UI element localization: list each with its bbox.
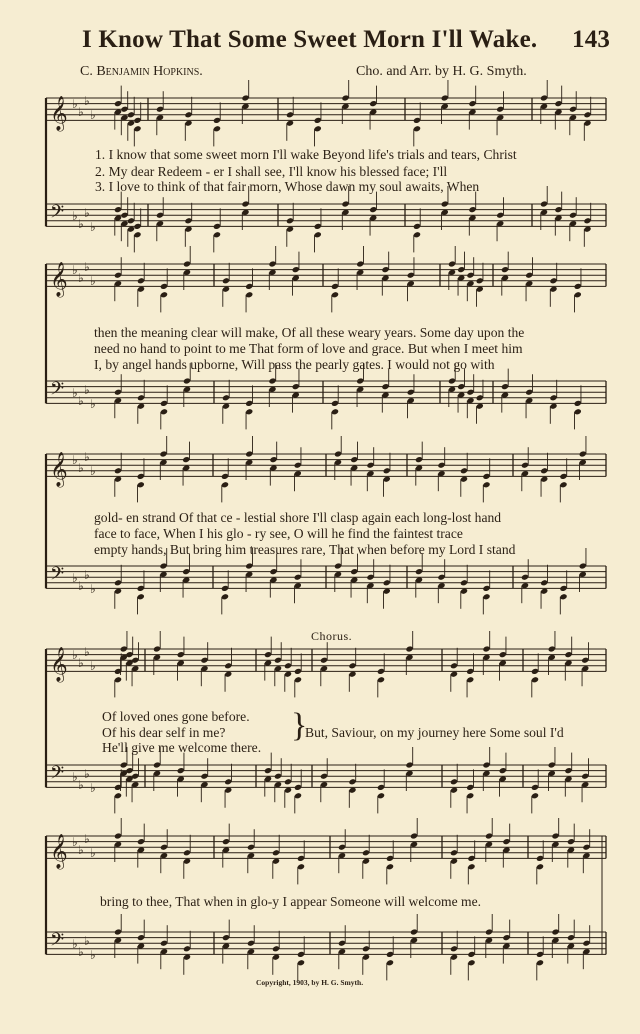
lyric-line: Of his dear self in me? [102,725,226,740]
bass-clef: 𝄢 [50,379,65,404]
treble-clef: 𝄞 [50,452,68,487]
copyright-notice: Copyright, 1903, by H. G. Smyth. [256,978,364,987]
bass-clef: 𝄢 [50,930,65,955]
flat-sign: ♭ [72,209,78,223]
flat-sign: ♭ [72,835,78,849]
flat-sign: ♭ [84,645,90,659]
flat-sign: ♭ [78,105,84,119]
flat-sign: ♭ [84,934,90,948]
flat-sign: ♭ [78,579,84,593]
hymn-number: 143 [572,26,611,53]
flat-sign: ♭ [90,220,96,234]
flat-sign: ♭ [84,206,90,220]
flat-sign: ♭ [90,846,96,860]
flat-sign: ♭ [84,832,90,846]
bass-clef: 𝄢 [50,564,65,589]
treble-clef: 𝄞 [50,96,68,131]
composer-credit: C. Benjamin Hopkins. [80,64,203,79]
flat-sign: ♭ [90,582,96,596]
lyric-line: But, Saviour, on my journey here Some soul I'd [305,725,564,740]
hymn-title: I Know That Some Sweet Morn I'll Wake. [82,26,538,53]
flat-sign: ♭ [90,108,96,122]
lyric-line: bring to thee, That when in glo-y I appear Someone will welcome me. [100,894,482,909]
flat-sign: ♭ [84,767,90,781]
chorus-label: Chorus. [311,629,353,643]
flat-sign: ♭ [72,97,78,111]
flat-sign: ♭ [78,778,84,792]
flat-sign: ♭ [84,383,90,397]
flat-sign: ♭ [84,450,90,464]
flat-sign: ♭ [78,945,84,959]
lyric-line: I, by angel hands upborne, Will pass the pearly gates. I would not go with [94,357,495,372]
flat-sign: ♭ [90,274,96,288]
flat-sign: ♭ [84,260,90,274]
flat-sign: ♭ [90,781,96,795]
arranger-credit: Cho. and Arr. by H. G. Smyth. [356,64,527,79]
lyric-line: empty hands, But bring him treasures rare, That when before my Lord I stand [94,542,516,557]
flat-sign: ♭ [90,948,96,962]
lyric-line: need no hand to point to me That form of love and grace. But when I meet him [94,341,523,356]
flat-sign: ♭ [72,937,78,951]
lyric-line: Of loved ones gone before. [102,709,250,724]
flat-sign: ♭ [78,394,84,408]
lyric-line: gold- en strand Of that ce - lestial shore I'll clasp again each long-lost hand [94,510,502,525]
lyric-line: He'll give me welcome there. [102,740,262,755]
flat-sign: ♭ [72,453,78,467]
bass-clef: 𝄢 [50,763,65,788]
flat-sign: ♭ [72,648,78,662]
flat-sign: ♭ [72,770,78,784]
flat-sign: ♭ [78,843,84,857]
lyric-line: face to face, When I his glo - ry see, O will he find the faintest trace [94,526,463,541]
flat-sign: ♭ [72,571,78,585]
flat-sign: ♭ [78,271,84,285]
bass-clef: 𝄢 [50,202,65,227]
flat-sign: ♭ [72,263,78,277]
lyric-line: then the meaning clear will make, Of all these weary years. Some day upon the [94,325,525,340]
lyric-line: 2. My dear Redeem - er I shall see, I'll know his blessed face; I'll [95,164,448,179]
treble-clef: 𝄞 [50,262,68,297]
flat-sign: ♭ [72,386,78,400]
flat-sign: ♭ [78,656,84,670]
flat-sign: ♭ [90,397,96,411]
lyric-brace: } [291,707,308,744]
flat-sign: ♭ [90,659,96,673]
lyric-line: 1. I know that some sweet morn I'll wake Beyond life's trials and tears, Christ [95,147,517,162]
flat-sign: ♭ [84,568,90,582]
flat-sign: ♭ [84,94,90,108]
flat-sign: ♭ [90,464,96,478]
flat-sign: ♭ [78,217,84,231]
lyric-line: 3. I love to think of that fair morn, Whose dawn my soul awaits, When [95,179,480,194]
flat-sign: ♭ [78,461,84,475]
treble-clef: 𝄞 [50,647,68,682]
treble-clef: 𝄞 [50,834,68,869]
